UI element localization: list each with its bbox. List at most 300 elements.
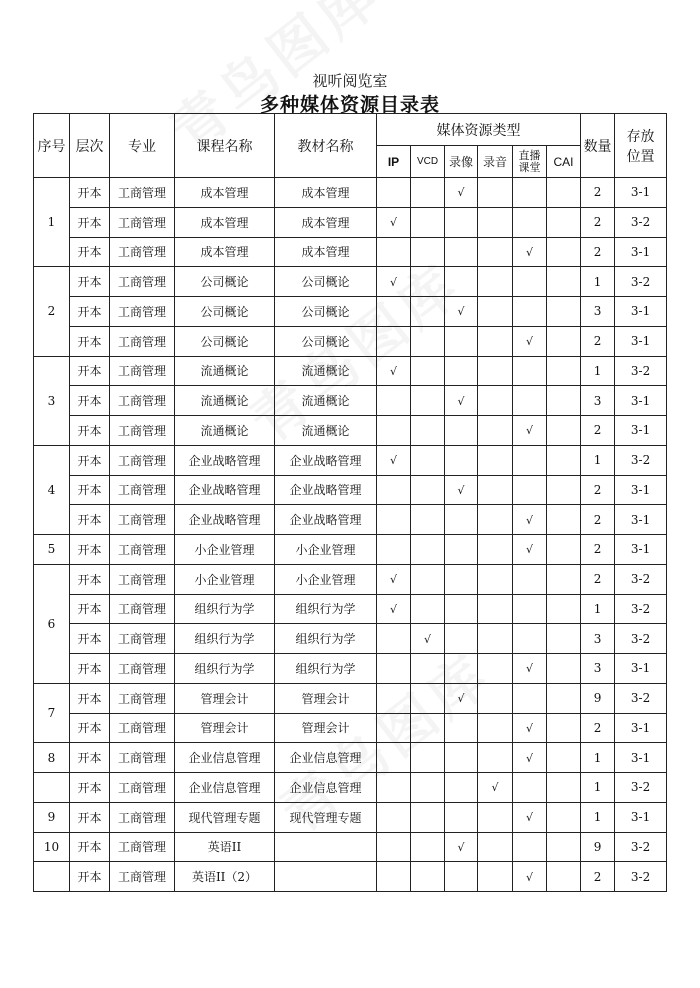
- header-media-live: [513, 146, 547, 178]
- cell-loc: 3-2: [615, 564, 667, 594]
- cell-media: [547, 475, 581, 505]
- cell-level: 开本: [70, 832, 110, 862]
- cell-media: [478, 237, 513, 267]
- cell-qty: 2: [581, 326, 615, 356]
- cell-media: [513, 624, 547, 654]
- cell-media: [478, 743, 513, 773]
- cell-qty: 2: [581, 416, 615, 446]
- cell-media: [377, 326, 411, 356]
- cell-level: 开本: [70, 445, 110, 475]
- cell-media: [445, 683, 478, 713]
- cell-seq: 7: [34, 683, 70, 743]
- cell-loc: 3-2: [615, 832, 667, 862]
- cell-major: 工商管理: [110, 445, 175, 475]
- cell-textbook: 企业信息管理: [275, 773, 377, 803]
- cell-media: [478, 386, 513, 416]
- cell-level: 开本: [70, 773, 110, 803]
- cell-level: 开本: [70, 386, 110, 416]
- cell-course: 公司概论: [175, 326, 275, 356]
- cell-media: [547, 356, 581, 386]
- cell-media: [377, 416, 411, 446]
- header-major: 专业: [110, 114, 175, 178]
- cell-media: [513, 802, 547, 832]
- page-title: 多种媒体资源目录表: [259, 94, 440, 116]
- cell-media: [547, 743, 581, 773]
- cell-media: [445, 475, 478, 505]
- cell-media: [377, 505, 411, 535]
- cell-media: [411, 802, 445, 832]
- cell-major: 工商管理: [110, 326, 175, 356]
- cell-textbook: 公司概论: [275, 297, 377, 327]
- cell-major: 工商管理: [110, 743, 175, 773]
- cell-loc: 3-2: [615, 773, 667, 803]
- cell-media: [547, 505, 581, 535]
- table-row: [34, 535, 667, 565]
- cell-media: [445, 267, 478, 297]
- cell-media: [445, 297, 478, 327]
- cell-course: 企业战略管理: [175, 505, 275, 535]
- cell-media: [547, 773, 581, 803]
- header-media-live-line2: 课堂: [518, 160, 541, 174]
- check-mark-icon: √: [457, 394, 465, 408]
- cell-loc: 3-1: [615, 326, 667, 356]
- check-mark-icon: √: [389, 275, 397, 289]
- header-media-video: 录像: [445, 146, 478, 178]
- cell-media: [478, 802, 513, 832]
- cell-major: 工商管理: [110, 802, 175, 832]
- cell-major: 工商管理: [110, 862, 175, 892]
- table-row: [34, 416, 667, 446]
- header-media-vcd: VCD: [411, 146, 445, 178]
- cell-media: [547, 326, 581, 356]
- header-media-cai: CAI: [547, 146, 581, 178]
- cell-level: 开本: [70, 862, 110, 892]
- cell-seq: 4: [34, 445, 70, 534]
- cell-media: [411, 475, 445, 505]
- cell-media: [478, 862, 513, 892]
- table-row: [34, 445, 667, 475]
- cell-media: [513, 683, 547, 713]
- cell-course: 公司概论: [175, 267, 275, 297]
- cell-media: [513, 207, 547, 237]
- check-mark-icon: √: [457, 186, 465, 200]
- cell-media: [547, 683, 581, 713]
- table-row: [34, 207, 667, 237]
- cell-media: [445, 654, 478, 684]
- cell-loc: 3-2: [615, 267, 667, 297]
- cell-seq: 10: [34, 832, 70, 862]
- cell-media: [513, 743, 547, 773]
- cell-media: [445, 386, 478, 416]
- cell-media: [377, 445, 411, 475]
- cell-level: 开本: [70, 535, 110, 565]
- cell-media: [377, 654, 411, 684]
- header-seq: 序号: [34, 114, 70, 178]
- cell-textbook: 管理会计: [275, 683, 377, 713]
- cell-course: 流通概论: [175, 356, 275, 386]
- table-row: [34, 178, 667, 208]
- table-row: [34, 862, 667, 892]
- cell-seq: [34, 862, 70, 892]
- cell-level: 开本: [70, 654, 110, 684]
- table-row: [34, 683, 667, 713]
- cell-media: [547, 237, 581, 267]
- check-mark-icon: √: [525, 721, 533, 735]
- cell-media: [547, 445, 581, 475]
- cell-qty: 2: [581, 564, 615, 594]
- cell-media: [445, 624, 478, 654]
- media-catalog-table: [33, 113, 667, 892]
- cell-textbook: 企业信息管理: [275, 743, 377, 773]
- cell-seq: 2: [34, 267, 70, 356]
- cell-media: [547, 535, 581, 565]
- cell-media: [377, 683, 411, 713]
- cell-media: [445, 713, 478, 743]
- cell-media: [547, 178, 581, 208]
- cell-seq: 6: [34, 564, 70, 683]
- cell-loc: 3-1: [615, 386, 667, 416]
- header-course: 课程名称: [175, 114, 275, 178]
- cell-loc: 3-1: [615, 416, 667, 446]
- cell-major: 工商管理: [110, 713, 175, 743]
- check-mark-icon: √: [389, 602, 397, 616]
- cell-media: [547, 416, 581, 446]
- cell-major: 工商管理: [110, 178, 175, 208]
- check-mark-icon: √: [423, 632, 431, 646]
- cell-media: [377, 594, 411, 624]
- cell-media: [547, 267, 581, 297]
- cell-media: [513, 564, 547, 594]
- cell-media: [445, 356, 478, 386]
- cell-media: [411, 267, 445, 297]
- cell-media: [445, 594, 478, 624]
- cell-media: [478, 624, 513, 654]
- cell-course: 小企业管理: [175, 564, 275, 594]
- table-row: [34, 624, 667, 654]
- cell-media: [513, 713, 547, 743]
- cell-course: 企业信息管理: [175, 743, 275, 773]
- cell-major: 工商管理: [110, 416, 175, 446]
- cell-major: 工商管理: [110, 535, 175, 565]
- check-mark-icon: √: [525, 513, 533, 527]
- cell-seq: 8: [34, 743, 70, 773]
- cell-course: 组织行为学: [175, 654, 275, 684]
- cell-qty: 2: [581, 535, 615, 565]
- cell-course: 成本管理: [175, 237, 275, 267]
- cell-seq: 3: [34, 356, 70, 445]
- cell-level: 开本: [70, 743, 110, 773]
- cell-media: [478, 445, 513, 475]
- cell-media: [377, 475, 411, 505]
- table-row: [34, 594, 667, 624]
- cell-media: [478, 416, 513, 446]
- cell-media: [411, 743, 445, 773]
- cell-major: 工商管理: [110, 207, 175, 237]
- cell-media: [547, 654, 581, 684]
- cell-qty: 1: [581, 773, 615, 803]
- check-mark-icon: √: [525, 543, 533, 557]
- cell-textbook: 小企业管理: [275, 564, 377, 594]
- cell-qty: 2: [581, 505, 615, 535]
- cell-media: [411, 237, 445, 267]
- check-mark-icon: √: [389, 454, 397, 468]
- cell-loc: 3-2: [615, 862, 667, 892]
- cell-qty: 1: [581, 356, 615, 386]
- cell-qty: 2: [581, 207, 615, 237]
- table-row: [34, 713, 667, 743]
- cell-level: 开本: [70, 267, 110, 297]
- table-row: [34, 773, 667, 803]
- cell-media: [377, 832, 411, 862]
- cell-major: 工商管理: [110, 773, 175, 803]
- cell-media: [547, 624, 581, 654]
- cell-loc: 3-1: [615, 505, 667, 535]
- cell-media: [547, 832, 581, 862]
- table-row: [34, 386, 667, 416]
- subtitle: 视听阅览室: [312, 72, 388, 90]
- cell-media: [377, 564, 411, 594]
- cell-textbook: 管理会计: [275, 713, 377, 743]
- cell-textbook: [275, 862, 377, 892]
- cell-media: [411, 416, 445, 446]
- cell-media: [445, 564, 478, 594]
- cell-level: 开本: [70, 564, 110, 594]
- table-row: [34, 356, 667, 386]
- cell-media: [411, 505, 445, 535]
- cell-media: [377, 267, 411, 297]
- table-row: [34, 654, 667, 684]
- cell-loc: 3-1: [615, 535, 667, 565]
- cell-level: 开本: [70, 178, 110, 208]
- cell-qty: 1: [581, 594, 615, 624]
- cell-qty: 3: [581, 297, 615, 327]
- table-row: [34, 237, 667, 267]
- cell-textbook: 企业战略管理: [275, 505, 377, 535]
- cell-media: [513, 237, 547, 267]
- header-media-audio: 录音: [478, 146, 513, 178]
- cell-major: 工商管理: [110, 683, 175, 713]
- cell-qty: 9: [581, 683, 615, 713]
- cell-textbook: 组织行为学: [275, 654, 377, 684]
- cell-loc: 3-2: [615, 594, 667, 624]
- table-row: [34, 475, 667, 505]
- cell-major: 工商管理: [110, 564, 175, 594]
- check-mark-icon: √: [389, 573, 397, 587]
- cell-media: [411, 356, 445, 386]
- cell-loc: 3-1: [615, 802, 667, 832]
- cell-qty: 3: [581, 624, 615, 654]
- cell-level: 开本: [70, 683, 110, 713]
- cell-textbook: 小企业管理: [275, 535, 377, 565]
- cell-media: [445, 416, 478, 446]
- cell-media: [411, 862, 445, 892]
- cell-course: 现代管理专题: [175, 802, 275, 832]
- cell-qty: 1: [581, 267, 615, 297]
- cell-major: 工商管理: [110, 654, 175, 684]
- cell-media: [513, 356, 547, 386]
- cell-media: [513, 297, 547, 327]
- cell-course: 流通概论: [175, 386, 275, 416]
- cell-qty: 2: [581, 475, 615, 505]
- cell-level: 开本: [70, 237, 110, 267]
- cell-media: [411, 326, 445, 356]
- cell-media: [411, 445, 445, 475]
- cell-media: [547, 297, 581, 327]
- header-media-live-line1: 直播: [518, 148, 541, 162]
- table-row: [34, 832, 667, 862]
- cell-media: [547, 386, 581, 416]
- header-qty: 数量: [581, 114, 615, 178]
- cell-qty: 2: [581, 178, 615, 208]
- cell-media: [411, 773, 445, 803]
- cell-media: [547, 207, 581, 237]
- cell-loc: 3-1: [615, 297, 667, 327]
- cell-media: [377, 802, 411, 832]
- cell-media: [377, 178, 411, 208]
- cell-media: [478, 356, 513, 386]
- cell-media: [411, 624, 445, 654]
- cell-media: [513, 654, 547, 684]
- cell-loc: 3-1: [615, 475, 667, 505]
- cell-media: [513, 594, 547, 624]
- cell-loc: 3-2: [615, 624, 667, 654]
- cell-media: [377, 713, 411, 743]
- cell-textbook: 成本管理: [275, 237, 377, 267]
- cell-course: 企业战略管理: [175, 445, 275, 475]
- cell-course: 企业战略管理: [175, 475, 275, 505]
- cell-course: 企业信息管理: [175, 773, 275, 803]
- cell-loc: 3-2: [615, 207, 667, 237]
- cell-media: [445, 832, 478, 862]
- cell-media: [513, 178, 547, 208]
- cell-media: [445, 207, 478, 237]
- cell-media: [411, 207, 445, 237]
- cell-course: 英语II（2）: [175, 862, 275, 892]
- cell-course: 成本管理: [175, 207, 275, 237]
- cell-major: 工商管理: [110, 505, 175, 535]
- cell-level: 开本: [70, 505, 110, 535]
- cell-media: [478, 326, 513, 356]
- cell-level: 开本: [70, 475, 110, 505]
- cell-media: [377, 743, 411, 773]
- cell-media: [377, 356, 411, 386]
- cell-level: 开本: [70, 594, 110, 624]
- cell-media: [445, 535, 478, 565]
- cell-media: [411, 178, 445, 208]
- cell-media: [478, 267, 513, 297]
- cell-textbook: 组织行为学: [275, 594, 377, 624]
- cell-media: [445, 237, 478, 267]
- table-row: [34, 564, 667, 594]
- cell-media: [445, 445, 478, 475]
- cell-media: [513, 535, 547, 565]
- table-row: [34, 326, 667, 356]
- header-media-ip: IP: [377, 146, 411, 178]
- table-body: [34, 178, 667, 892]
- cell-media: [377, 297, 411, 327]
- cell-level: 开本: [70, 356, 110, 386]
- cell-loc: 3-2: [615, 356, 667, 386]
- cell-media: [377, 862, 411, 892]
- header-level: 层次: [70, 114, 110, 178]
- cell-textbook: 成本管理: [275, 178, 377, 208]
- table-row: [34, 802, 667, 832]
- cell-media: [377, 207, 411, 237]
- cell-major: 工商管理: [110, 594, 175, 624]
- cell-loc: 3-1: [615, 237, 667, 267]
- cell-media: [478, 505, 513, 535]
- cell-media: [478, 594, 513, 624]
- cell-major: 工商管理: [110, 832, 175, 862]
- cell-media: [411, 594, 445, 624]
- cell-qty: 2: [581, 713, 615, 743]
- cell-textbook: 流通概论: [275, 356, 377, 386]
- cell-media: [445, 743, 478, 773]
- cell-loc: 3-1: [615, 654, 667, 684]
- cell-media: [478, 535, 513, 565]
- cell-media: [513, 773, 547, 803]
- cell-course: 组织行为学: [175, 624, 275, 654]
- cell-qty: 2: [581, 862, 615, 892]
- check-mark-icon: √: [525, 870, 533, 884]
- cell-course: 英语II: [175, 832, 275, 862]
- cell-media: [513, 386, 547, 416]
- cell-media: [411, 535, 445, 565]
- cell-major: 工商管理: [110, 237, 175, 267]
- table-row: [34, 505, 667, 535]
- cell-major: 工商管理: [110, 297, 175, 327]
- cell-course: 小企业管理: [175, 535, 275, 565]
- cell-media: [547, 713, 581, 743]
- check-mark-icon: √: [525, 245, 533, 259]
- cell-loc: 3-1: [615, 743, 667, 773]
- table-row: [34, 267, 667, 297]
- check-mark-icon: √: [457, 483, 465, 497]
- cell-qty: 3: [581, 386, 615, 416]
- cell-qty: 9: [581, 832, 615, 862]
- cell-media: [478, 475, 513, 505]
- check-mark-icon: √: [525, 811, 533, 825]
- cell-media: [478, 654, 513, 684]
- cell-media: [411, 297, 445, 327]
- cell-media: [513, 267, 547, 297]
- cell-textbook: 流通概论: [275, 386, 377, 416]
- cell-seq: 5: [34, 535, 70, 565]
- cell-level: 开本: [70, 416, 110, 446]
- cell-media: [478, 773, 513, 803]
- cell-level: 开本: [70, 713, 110, 743]
- cell-loc: 3-1: [615, 713, 667, 743]
- cell-qty: 1: [581, 743, 615, 773]
- table-row: [34, 743, 667, 773]
- cell-media: [478, 683, 513, 713]
- cell-media: [478, 178, 513, 208]
- header-media-type: 媒体资源类型: [377, 114, 581, 146]
- cell-qty: 3: [581, 654, 615, 684]
- cell-media: [513, 832, 547, 862]
- check-mark-icon: √: [457, 305, 465, 319]
- cell-seq: [34, 773, 70, 803]
- cell-media: [377, 773, 411, 803]
- check-mark-icon: √: [525, 335, 533, 349]
- cell-media: [377, 386, 411, 416]
- cell-media: [411, 683, 445, 713]
- cell-media: [513, 475, 547, 505]
- cell-seq: 1: [34, 178, 70, 267]
- cell-qty: 1: [581, 802, 615, 832]
- header-storage-line1: 存放: [626, 128, 655, 145]
- cell-major: 工商管理: [110, 386, 175, 416]
